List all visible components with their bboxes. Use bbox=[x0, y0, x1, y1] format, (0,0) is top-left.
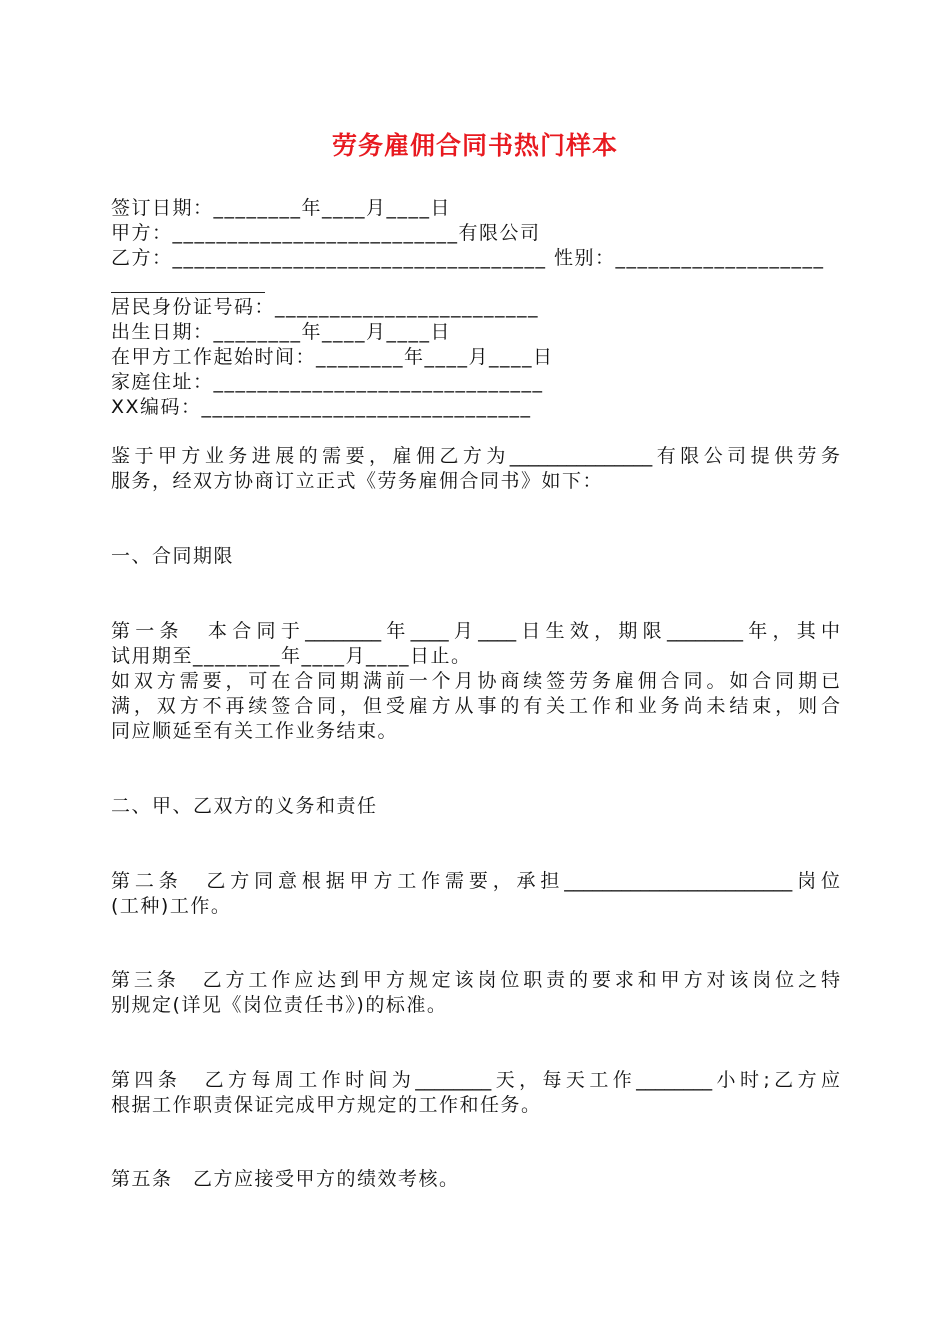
article-1-line: 满，双方不再续签合同，但受雇方从事的有关工作和业务尚未结束，则合 bbox=[111, 695, 840, 717]
sign-date-line: 签订日期：________年____月____日 bbox=[111, 197, 452, 219]
article-2-line: 第二条 乙方同意根据甲方工作需要，承担________________________岗位 bbox=[111, 870, 840, 892]
article-1-line: 同应顺延至有关工作业务结束。 bbox=[111, 720, 399, 742]
article-4-line: 根据工作职责保证完成甲方规定的工作和任务。 bbox=[111, 1094, 542, 1116]
section-heading-obligations: 二、甲、乙双方的义务和责任 bbox=[111, 795, 378, 817]
document-title: 劳务雇佣合同书热门样本 bbox=[331, 131, 618, 160]
party-b-gender-underline-continuation bbox=[111, 292, 265, 293]
article-1-line: 试用期至________年____月____日止。 bbox=[111, 645, 472, 667]
article-2-line: (工种)工作。 bbox=[111, 895, 232, 917]
article-4-line: 第四条 乙方每周工作时间为________天，每天工作________小时;乙方应 bbox=[111, 1069, 840, 1091]
party-a-line: 甲方：__________________________有限公司 bbox=[111, 222, 541, 244]
postcode-line: XX编码：______________________________ bbox=[111, 396, 532, 418]
article-3-line: 别规定(详见《岗位责任书》)的标准。 bbox=[111, 994, 448, 1016]
preamble-line: 鉴于甲方业务进展的需要，雇佣乙方为_______________有限公司提供劳务 bbox=[111, 445, 840, 467]
preamble-line: 服务，经双方协商订立正式《劳务雇佣合同书》如下： bbox=[111, 470, 604, 492]
article-3-line: 第三条 乙方工作应达到甲方规定该岗位职责的要求和甲方对该岗位之特 bbox=[111, 969, 840, 991]
section-heading-term: 一、合同期限 bbox=[111, 545, 235, 567]
address-line: 家庭住址：______________________________ bbox=[111, 371, 544, 393]
birth-date-line: 出生日期：________年____月____日 bbox=[111, 321, 452, 343]
party-b-line: 乙方：__________________________________ 性别：___________________ bbox=[111, 247, 825, 269]
id-number-line: 居民身份证号码：________________________ bbox=[111, 296, 540, 318]
article-5-line: 第五条 乙方应接受甲方的绩效考核。 bbox=[111, 1168, 460, 1190]
article-1-line: 如双方需要，可在合同期满前一个月协商续签劳务雇佣合同。如合同期已 bbox=[111, 670, 840, 692]
article-1-line: 第一条 本合同于________年____月____日生效，期限________年，其中 bbox=[111, 620, 840, 642]
start-date-line: 在甲方工作起始时间：________年____月____日 bbox=[111, 346, 554, 368]
